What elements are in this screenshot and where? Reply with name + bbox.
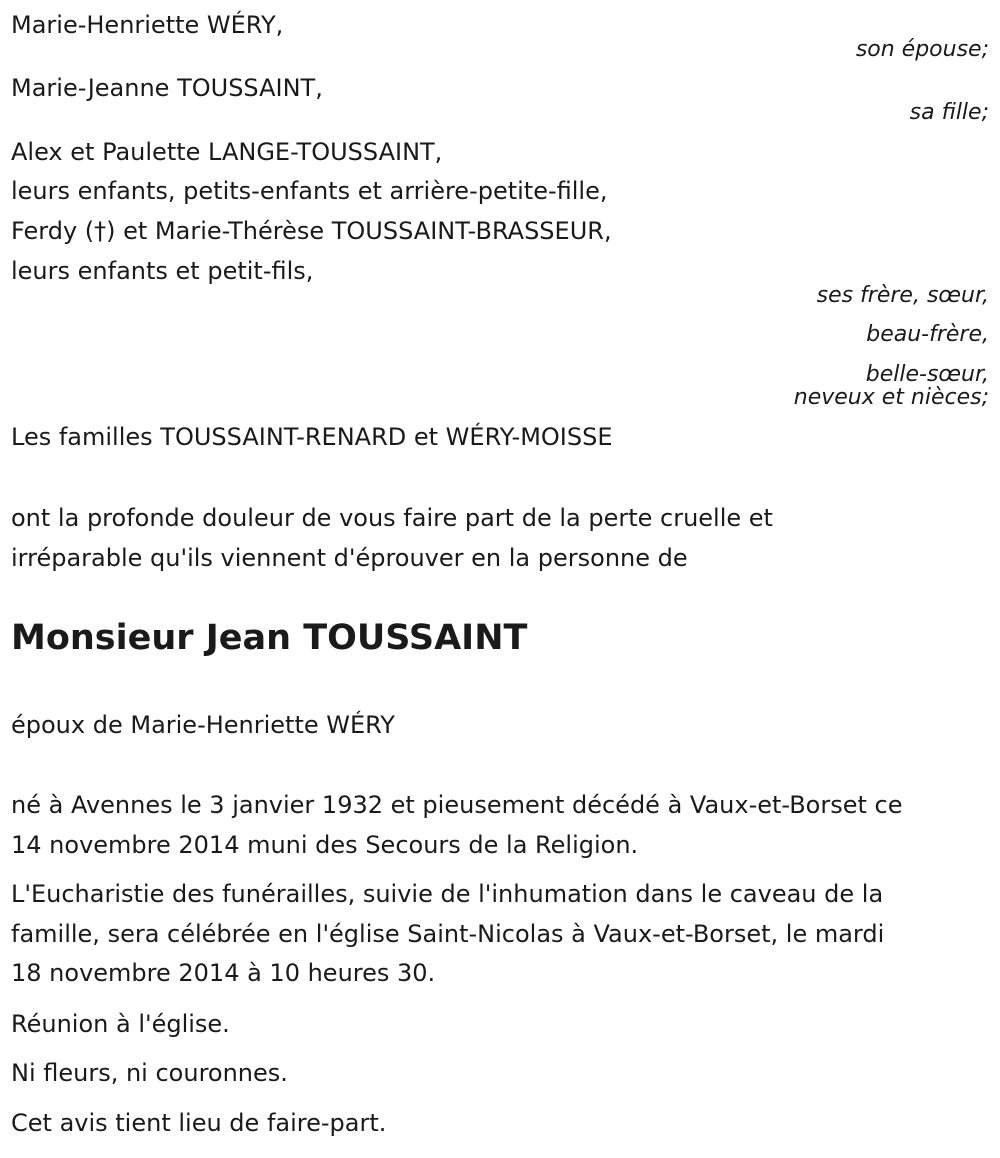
sibling-role-1: ses frère, sœur, [816,283,989,308]
daughter-name: Marie-Jeanne TOUSSAINT, [11,74,323,102]
birth-line-2: 14 novembre 2014 muni des Secours de la Religion. [11,831,639,859]
sibling-line-3: Ferdy (†) et Marie-Thérèse TOUSSAINT-BRASSEUR, [11,217,612,245]
announcement-line-2: irréparable qu'ils viennent d'éprouver en la personne de [11,544,688,572]
families-line: Les familles TOUSSAINT-RENARD et WÉRY-MOISSE [11,423,613,451]
notice-line: Cet avis tient lieu de faire-part. [11,1109,387,1137]
sibling-role-2: beau-frère, [866,322,989,347]
deceased-name: Monsieur Jean TOUSSAINT [11,618,528,658]
flowers-line: Ni fleurs, ni couronnes. [11,1059,288,1087]
funeral-line-1: L'Eucharistie des funérailles, suivie de l'inhumation dans le caveau de la [11,880,884,908]
sibling-line-1: Alex et Paulette LANGE-TOUSSAINT, [11,138,443,166]
funeral-line-2: famille, sera célébrée en l'église Saint-Nicolas à Vaux-et-Borset, le mardi [11,920,885,948]
spouse-name: Marie-Henriette WÉRY, [11,11,284,39]
sibling-line-4: leurs enfants et petit-fils, [11,257,314,285]
spouse-role: son épouse; [855,37,989,62]
funeral-line-3: 18 novembre 2014 à 10 heures 30. [11,959,436,987]
sibling-role-3: belle-sœur, [865,362,989,387]
announcement-line-1: ont la profonde douleur de vous faire part de la perte cruelle et [11,504,773,532]
meeting-line: Réunion à l'église. [11,1010,230,1038]
sibling-line-2: leurs enfants, petits-enfants et arrière-petite-fille, [11,177,608,205]
daughter-role: sa fille; [909,100,989,125]
birth-line-1: né à Avennes le 3 janvier 1932 et pieusement décédé à Vaux-et-Borset ce [11,791,903,819]
sibling-role-4: neveux et nièces; [793,385,989,410]
spouse-of-line: époux de Marie-Henriette WÉRY [11,711,395,739]
